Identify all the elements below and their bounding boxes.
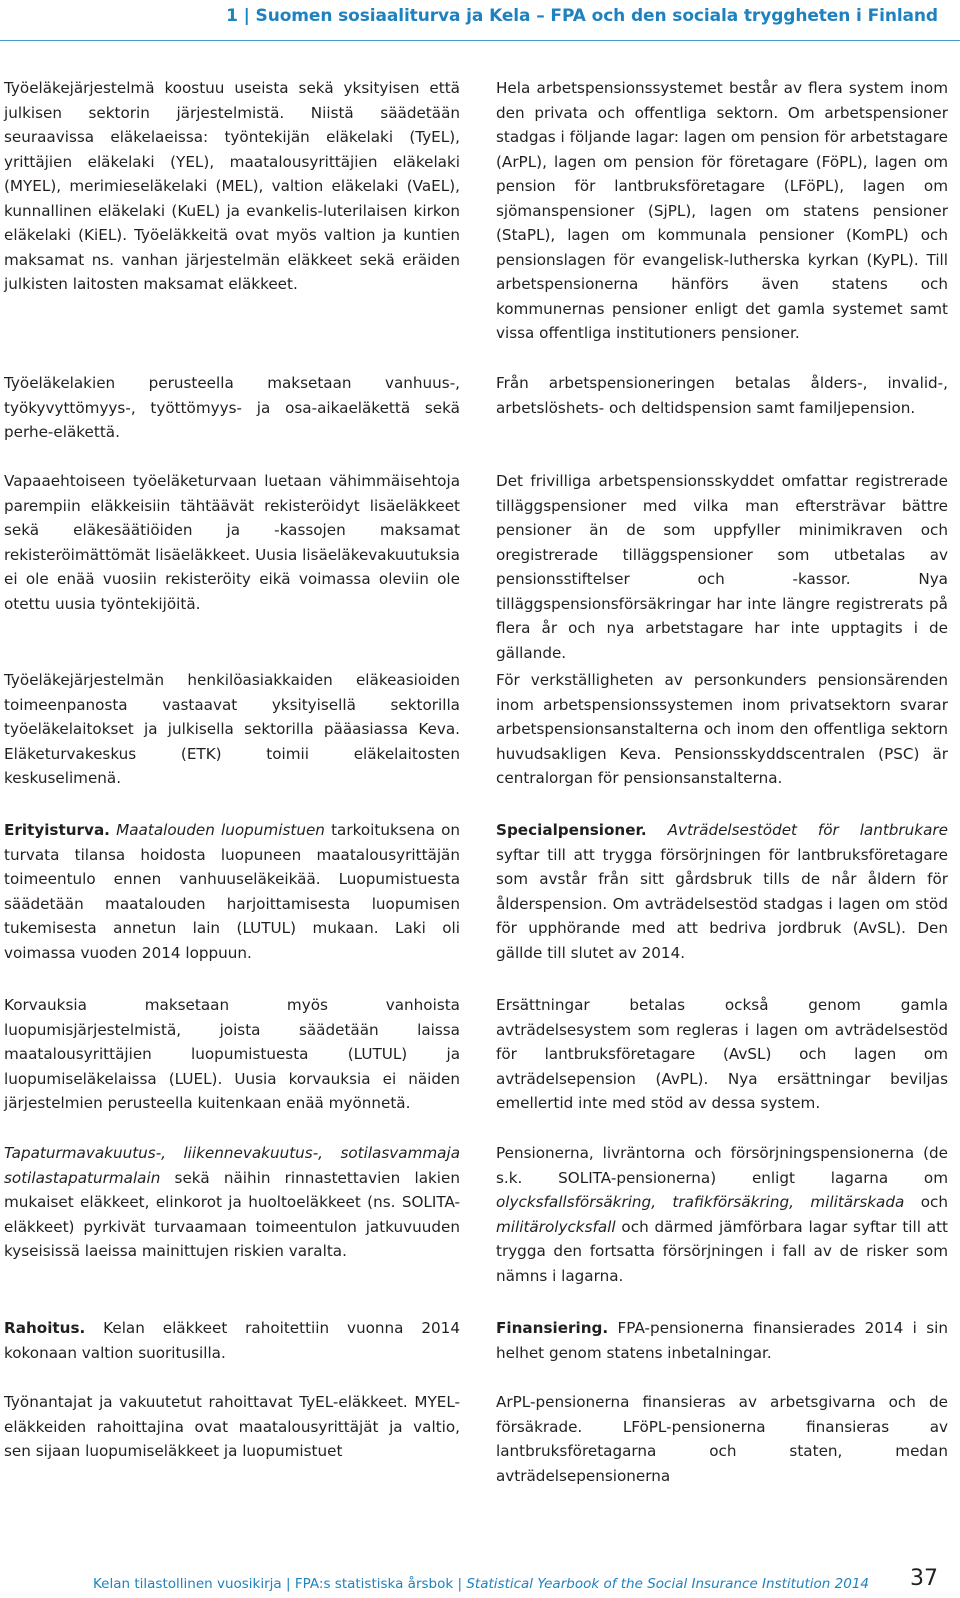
footer-separator: | [286,1576,291,1592]
footer-sv-title: FPA:s statistiska årsbok [294,1576,454,1592]
sv-paragraph-8-text: FPA-pensionerna finansierades 2014 i sin helhet genom statens inbetalningar. [496,1319,948,1362]
sv-paragraph-6: Ersättningar betalas också genom gamla avträdelsesystem som regleras i lagen om avträdelsestöd för lantbruksföretagare (AvSL) och lagen om avträdelsepension (AvPL). Nya ersättningar beviljas emellertid inte med stöd av dessa system. [496,996,948,1112]
fi-paragraph-1: Työeläkejärjestelmä koostuu useista sekä yksityisen että julkisen sektorin järjestelmistä. Niistä säädetään seuraavissa eläkelaeissa: työntekijän eläkelaki (TyEL), yrittäjien eläkelaki (YEL), maatalousyrittäjien eläkelaki (MYEL), merimieseläkelaki (MEL), valtion eläkelaki (VaEL), kunnallinen eläkelaki (KuEL) ja evankelis-luterilaisen kirkon eläkelaki (KiEL). Työeläkkeitä ovat myös valtion ja kuntien maksamat ns. vanhan järjestelmän eläkkeet sekä eräiden julkisten laitosten maksamat eläkkeet. [4,79,460,293]
sv-paragraph-8 [496,1316,948,1365]
fi-vakuutus-terms: Tapaturmavakuutus-, liikennevakuutus-, sotilasvammaja [4,1144,460,1162]
sv-paragraph-7-lead: Pensionerna, livräntorna och försörjningspensionerna (de s.k. SOLITA-pensionerna) enligt lagarna om [496,1144,948,1187]
sv-paragraph-7-text: och därmed jämförbara lagar syftar till att trygga den fortsatta försörjningen i fall av de risker som nämns i lagarna. [496,1217,948,1285]
header-divider [0,40,960,41]
sv-paragraph-9: ArPL-pensionerna finansieras av arbetsgivarna och de försäkrade. LFöPL-pensionerna finansieras av lantbruksföretagarna och staten, medan avträdelsepensionerna [496,1393,948,1485]
fi-paragraph-8-text: Kelan eläkkeet rahoitettiin vuonna 2014 kokonaan valtion suoritusilla. [4,1319,460,1362]
sv-paragraph-3: Det frivilliga arbetspensionsskyddet omfattar registrerade tilläggspensioner med vilka man eftersträvar bättre pensioner än de som uppfyller minimikraven och oregistrerade tilläggspensioner som utbetalas av pensionsstiftelser och -kassor. Nya tilläggspensionsförsäkringar har inte längre registrerats på flera år och nya arbetstagare har inte upptagits i de gällande. [496,472,948,662]
fi-paragraph-4: Työeläkejärjestelmän henkilöasiakkaiden eläkeasioiden toimeenpanosta vastaavat yksityisellä sektorilla työeläkelaitokset ja julkisella sektorilla pääasiassa Keva. Eläketurvakeskus (ETK) toimii eläkelaitosten keskuselimenä. [4,671,460,787]
sv-militarolycksfall-term: militärolycksfall [496,1217,616,1236]
fi-paragraph-5 [4,818,460,965]
fi-paragraph-9: Työnantajat ja vakuutetut rahoittavat TyEL-eläkkeet. MYEL-eläkkeiden rahoittajina ovat maatalousyrittäjät ja valtio, sen sijaan luopumiseläkkeet ja luopumistuet [4,1393,460,1460]
footer-en-title: Statistical Yearbook of the Social Insurance Institution 2014 [466,1576,870,1592]
sv-avtradelsestod-term: Avträdelsestödet för lantbrukare [667,821,948,839]
fi-luopumistuki-term: Maatalouden luopumistuen [116,821,325,839]
footer-fi-title: Kelan tilastollinen vuosikirja [93,1576,282,1592]
fi-paragraph-7-text: sekä näihin rinnastettavien lakien mukaiset eläkkeet, elinkorot ja huoltoeläkkeet (ns. SOLITA-eläkkeet) pyrkivät turvaamaan toimeentulon jatkuvuuden kyseisissä laeissa mainittujen riskien varalta. [4,1168,460,1260]
fi-paragraph-8 [4,1316,460,1365]
fi-paragraph-7 [4,1141,460,1264]
fi-paragraph-6: Korvauksia maksetaan myös vanhoista luopumisjärjestelmistä, joista säädetään laissa maatalousyrittäjien luopumistuesta (LUTUL) ja luopumiseläkelaissa (LUEL). Uusia korvauksia ei näiden järjestelmien perusteella kuitenkaan enää myönnetä. [4,996,460,1112]
fi-paragraph-3: Vapaaehtoiseen työeläketurvaan luetaan vähimmäisehtoja parempiin eläkkeisiin tähtäävät rekisteröidyt lisäeläkkeet sekä eläkesäätiöiden ja -kassojen maksamat rekisteröimättömät lisäeläkkeet. Uusia lisäeläkevakuutuksia ei ole enää vuosiin rekisteröity eikä voimassa oleviin ole otettu uusia työntekijöitä. [4,472,460,613]
fi-paragraph-5-text: tarkoituksena on turvata tilansa hoidosta luopuneen maatalousyrittäjän toimeentulo ennen vanhuuseläkeikää. Luopumistuesta säädetään maatalouden harjoittamisesta luopumisen tukemisesta annetun lain (LUTUL) mukaan. Laki oli voimassa vuoden 2014 loppuun. [4,821,461,962]
sv-paragraph-5-text: syftar till att trygga försörjningen för lantbruksföretagare som avstår från sitt gårdsbruk tills de når åldern för ålderspension. Om avträdelsestöd stadgas i lagen om stöd för upphörande med att bedriva jordbruk (AvSL). Den gällde till slutet av 2014. [496,845,948,962]
page-number: 37 [910,1566,938,1591]
sv-paragraph-4: För verkställigheten av personkunders pensionsärenden inom arbetspensionssystemen inom privatsektorn svarar arbetspensionsanstalterna och inom den offentliga sektorn huvudsakligen Keva. Pensionsskyddscentralen (PSC) är centralorgan för pensionsanstalterna. [496,671,948,787]
footer [93,1576,869,1592]
sv-paragraph-5 [496,818,948,965]
sv-paragraph-2: Från arbetspensioneringen betalas ålders-, invalid-, arbetslöshets- och deltidspension samt familjepension. [496,374,948,417]
sv-specialpensioner-heading: Specialpensioner. [496,821,647,839]
fi-paragraph-2: Työeläkelakien perusteella maksetaan vanhuus-, työkyvyttömyys-, työttömyys- ja osa-aikaeläkettä sekä perhe-eläkettä. [4,374,460,441]
sv-paragraph-1: Hela arbetspensionssystemet består av flera system inom den privata och offentliga sektorn. Om arbetspensioner stadgas i följande lagar: lagen om pension för arbetstagare (ArPL), lagen om pension för företagare (FöPL), lagen om pension för lantbruksföretagare (LFöPL), lagen om sjömanspensioner (SjPL), lagen om statens pensioner (StaPL), lagen om kommunala pensioner (KomPL) och pensionslagen för evangelisk-lutherska kyrkan (KyPL). Till arbetspensionerna hänförs även statens och kommunernas pensioner enligt det gamla systemet samt vissa offentliga institutioners pensioner. [496,79,948,342]
fi-rahoitus-heading: Rahoitus. [4,1319,86,1337]
sv-paragraph-7-och: och [920,1193,948,1211]
footer-separator: | [457,1576,463,1592]
fi-erityisturva-heading: Erityisturva. [4,821,110,839]
sv-finansiering-heading: Finansiering. [496,1319,609,1337]
sv-paragraph-7 [496,1141,948,1288]
fi-sotilastapaturma-term: sotilastapaturmalain [4,1168,161,1187]
sv-forsakring-terms: olycksfallsförsäkring, trafikförsäkring, militärskada [496,1193,905,1211]
running-header: 1 | Suomen sosiaaliturva ja Kela – FPA och den sociala tryggheten i Finland [226,6,938,26]
